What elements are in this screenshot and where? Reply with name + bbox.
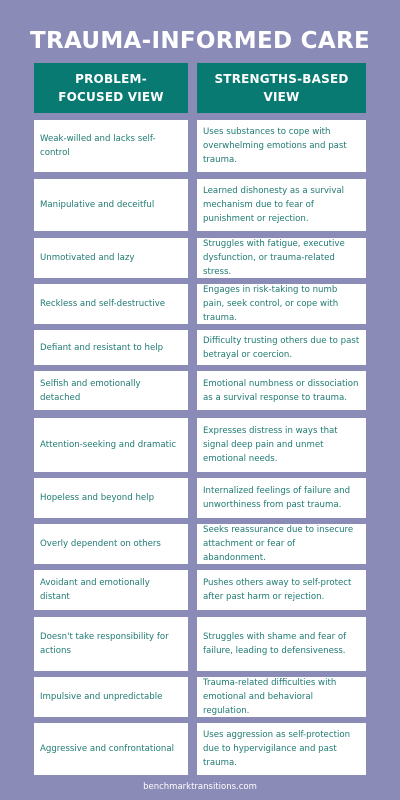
strengths-based-header: STRENGTHS-BASED VIEW: [197, 63, 366, 113]
problem-cell: Attention-seeking and dramatic: [34, 418, 188, 472]
problem-cell: Doesn't take responsibility for actions: [34, 617, 188, 671]
strength-cell: Seeks reassurance due to insecure attachment or fear of abandonment.: [197, 524, 366, 564]
problem-cell: Defiant and resistant to help: [34, 330, 188, 365]
strength-cell: Internalized feelings of failure and unworthiness from past trauma.: [197, 478, 366, 518]
strength-cell: Trauma-related difficulties with emotional and behavioral regulation.: [197, 677, 366, 717]
problem-cell: Manipulative and deceitful: [34, 179, 188, 231]
problem-cell: Weak-willed and lacks self-control: [34, 120, 188, 172]
problem-focused-header: PROBLEM-FOCUSED VIEW: [34, 63, 188, 113]
strength-cell: Uses aggression as self-protection due to hypervigilance and past trauma.: [197, 723, 366, 775]
strength-cell: Emotional numbness or dissociation as a survival response to trauma.: [197, 371, 366, 410]
website-link[interactable]: benchmarktransitions.com: [143, 782, 257, 792]
problem-cell: Impulsive and unpredictable: [34, 677, 188, 717]
problem-cell: Hopeless and beyond help: [34, 478, 188, 518]
problem-cell: Reckless and self-destructive: [34, 284, 188, 324]
problem-cell: Avoidant and emotionally distant: [34, 570, 188, 610]
problem-cell: Selfish and emotionally detached: [34, 371, 188, 410]
strength-cell: Struggles with shame and fear of failure, leading to defensiveness.: [197, 617, 366, 671]
page-title: TRAUMA-INFORMED CARE: [30, 28, 370, 54]
problem-cell: Aggressive and confrontational: [34, 723, 188, 775]
strength-cell: Difficulty trusting others due to past betrayal or coercion.: [197, 330, 366, 365]
strength-cell: Pushes others away to self-protect after past harm or rejection.: [197, 570, 366, 610]
strength-cell: Learned dishonesty as a survival mechanism due to fear of punishment or rejection.: [197, 179, 366, 231]
problem-cell: Unmotivated and lazy: [34, 238, 188, 278]
strength-cell: Struggles with fatigue, executive dysfunction, or trauma-related stress.: [197, 238, 366, 278]
strength-cell: Expresses distress in ways that signal deep pain and unmet emotional needs.: [197, 418, 366, 472]
problem-cell: Overly dependent on others: [34, 524, 188, 564]
strength-cell: Uses substances to cope with overwhelming emotions and past trauma.: [197, 120, 366, 172]
strength-cell: Engages in risk-taking to numb pain, seek control, or cope with trauma.: [197, 284, 366, 324]
